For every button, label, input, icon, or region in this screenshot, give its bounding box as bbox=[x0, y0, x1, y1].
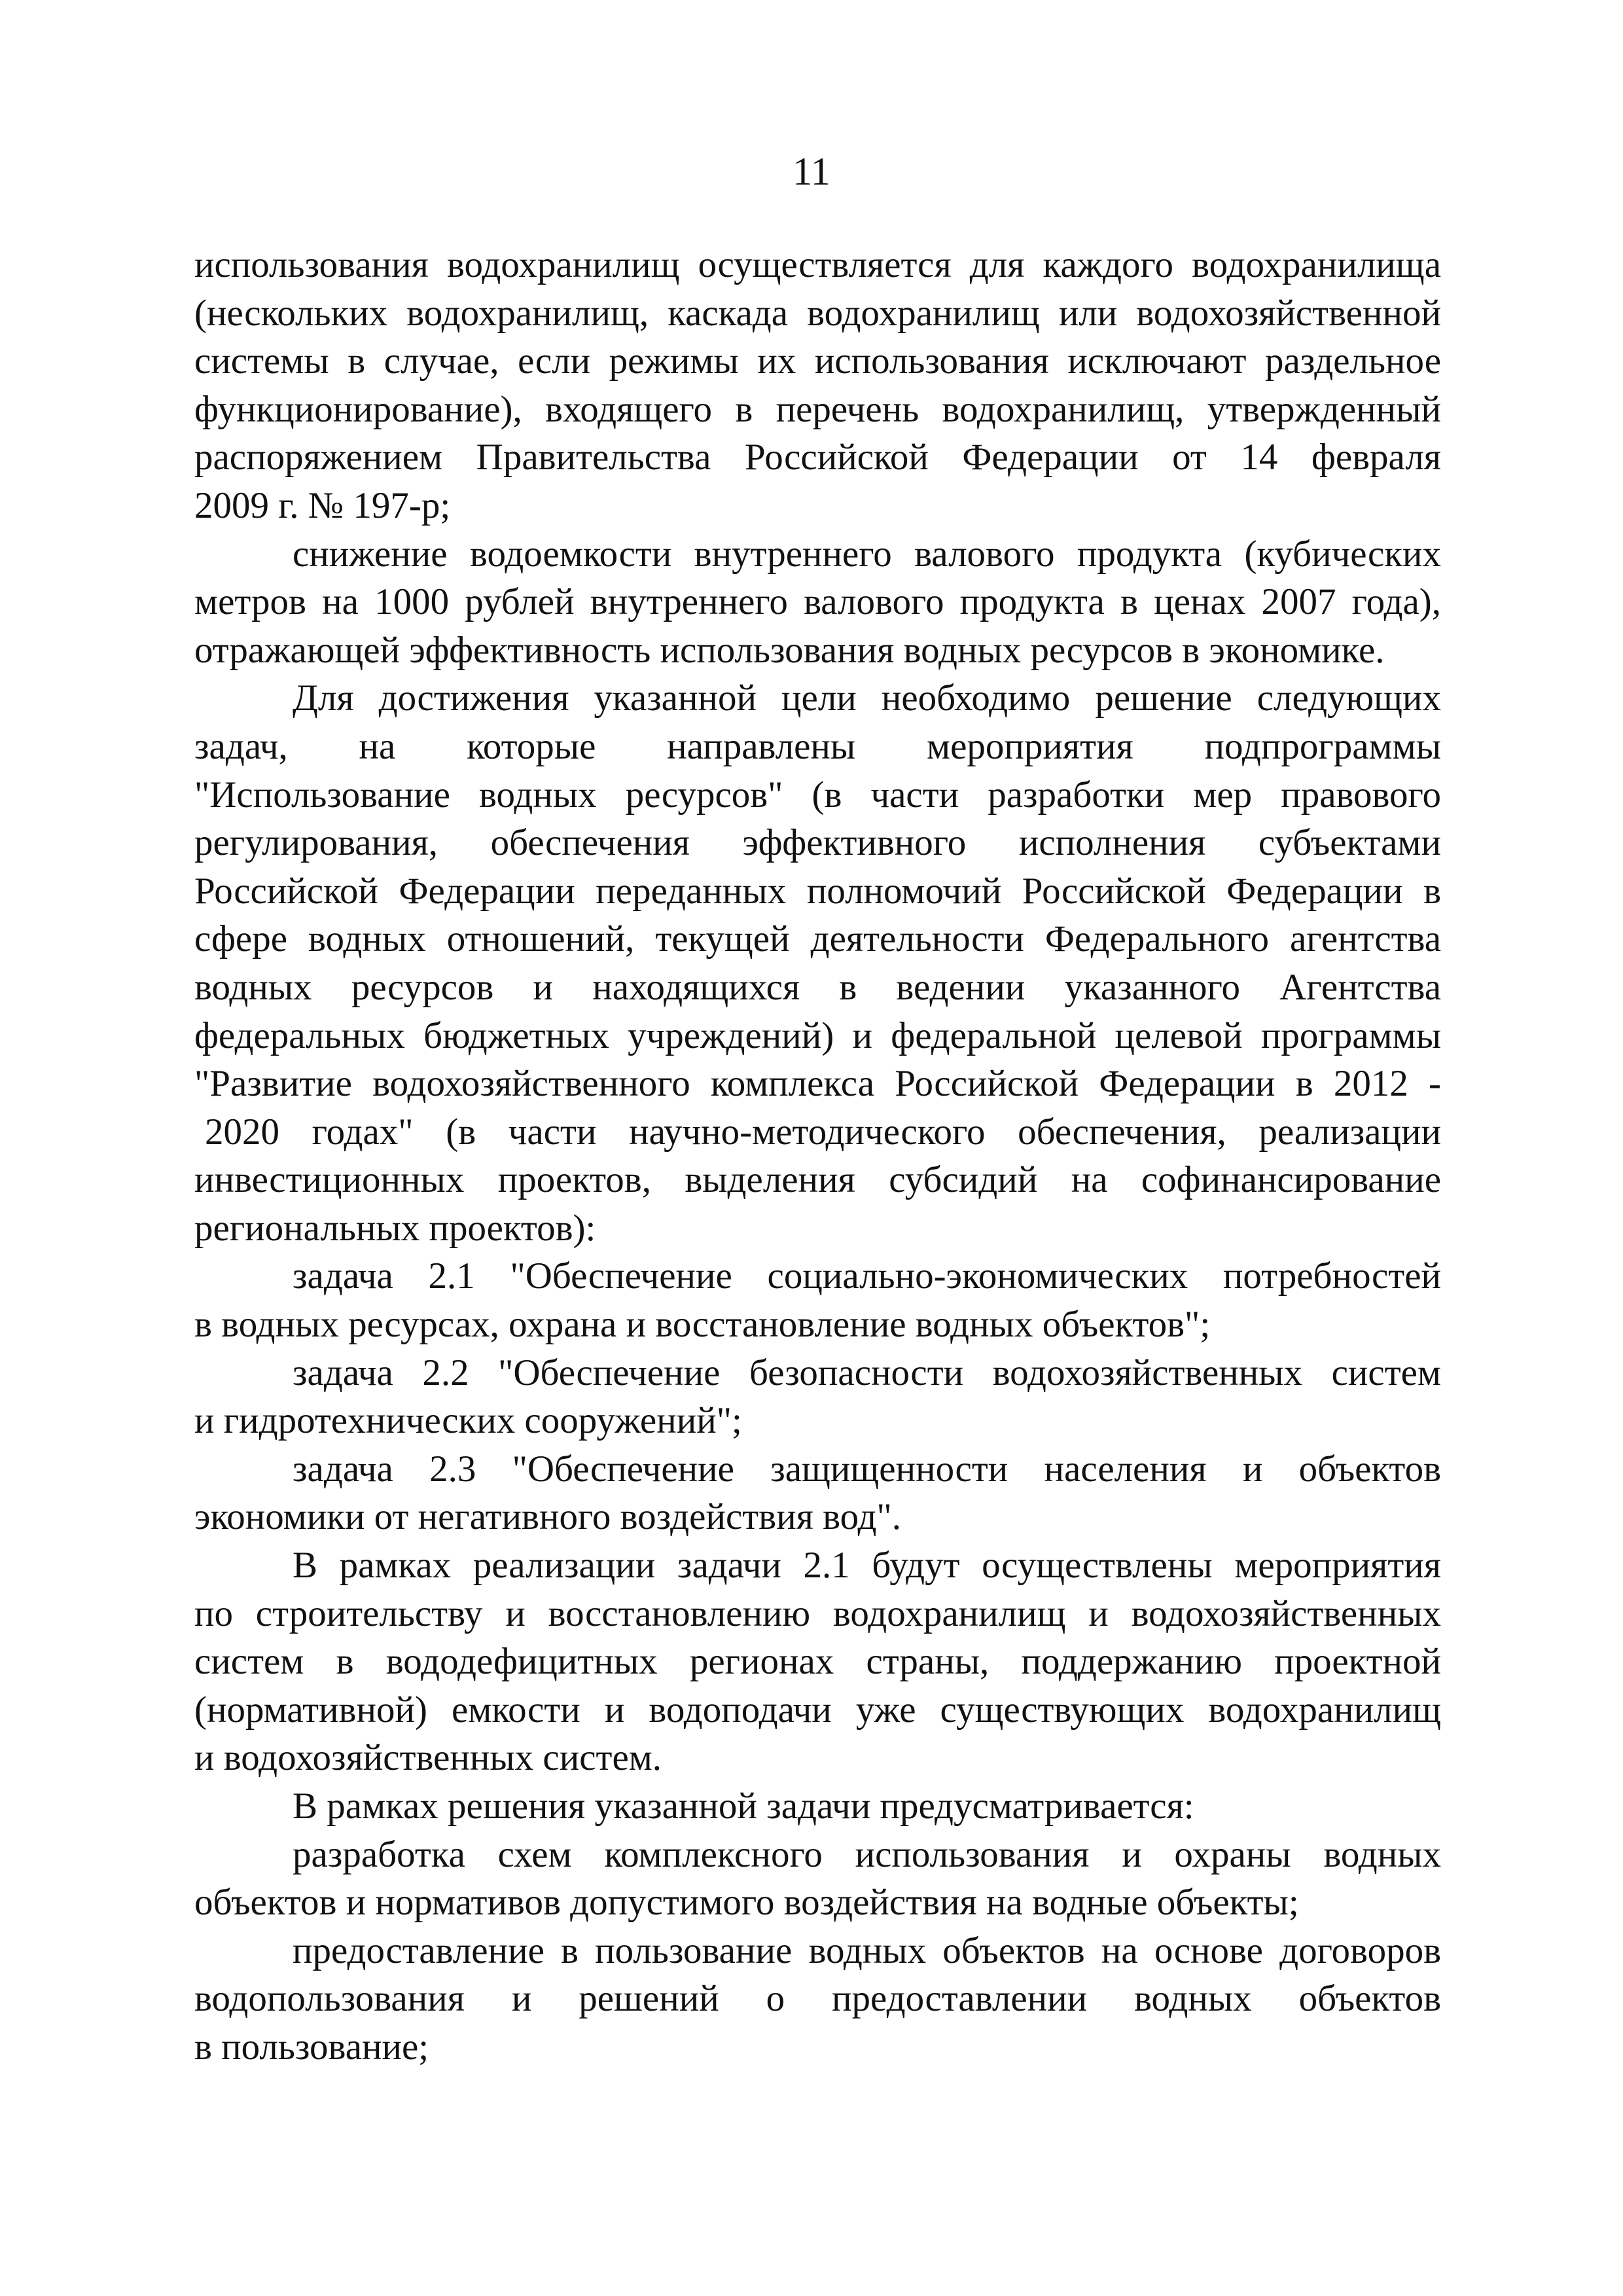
text-line: функционирование), входящего в перечень водохранилищ, утвержденный bbox=[194, 388, 1441, 430]
text-line: "Использование водных ресурсов" (в части разработки мер правового bbox=[194, 774, 1441, 816]
text-line: метров на 1000 рублей внутреннего валового продукта в ценах 2007 года), bbox=[194, 581, 1441, 623]
text-line: экономики от негативного воздействия вод". bbox=[194, 1496, 901, 1538]
text-line: разработка схем комплексного использования и охраны водных bbox=[293, 1833, 1441, 1875]
text-line: регулирования, обеспечения эффективного исполнения субъектами bbox=[194, 822, 1441, 864]
text-line: В рамках реализации задачи 2.1 будут осуществлены мероприятия bbox=[293, 1545, 1441, 1587]
text-line: федеральных бюджетных учреждений) и федеральной целевой программы bbox=[194, 1014, 1441, 1056]
text-line: В рамках решения указанной задачи предусматривается: bbox=[293, 1785, 1194, 1827]
text-line: снижение водоемкости внутреннего валового продукта (кубических bbox=[293, 533, 1441, 575]
text-line: задач, на которые направлены мероприятия подпрограммы bbox=[194, 725, 1441, 767]
text-line: по строительству и восстановлению водохранилищ и водохозяйственных bbox=[194, 1592, 1441, 1634]
text-line: в пользование; bbox=[194, 2026, 429, 2068]
text-line: водных ресурсов и находящихся в ведении указанного Агентства bbox=[194, 966, 1441, 1008]
text-line: распоряжением Правительства Российской Федерации от 14 февраля bbox=[194, 437, 1441, 478]
text-line: (нормативной) емкости и водоподачи уже существующих водохранилищ bbox=[194, 1689, 1441, 1731]
text-line: использования водохранилищ осуществляется для каждого водохранилища bbox=[194, 244, 1441, 285]
text-line: "Развитие водохозяйственного комплекса Российской Федерации в 2012 - bbox=[194, 1063, 1441, 1105]
text-line: системы в случае, если режимы их использования исключают раздельное bbox=[194, 340, 1441, 382]
text-line: Российской Федерации переданных полномочий Российской Федерации в bbox=[194, 870, 1441, 912]
text-line: водопользования и решений о предоставлении водных объектов bbox=[194, 1978, 1441, 2020]
text-line: и водохозяйственных систем. bbox=[194, 1737, 662, 1779]
text-line: задача 2.2 "Обеспечение безопасности водохозяйственных систем bbox=[293, 1352, 1441, 1393]
text-line: задача 2.1 "Обеспечение социально-экономических потребностей bbox=[293, 1255, 1441, 1297]
text-line: в водных ресурсах, охрана и восстановление водных объектов"; bbox=[194, 1304, 1211, 1346]
text-line: и гидротехнических сооружений"; bbox=[194, 1400, 742, 1442]
text-line: (нескольких водохранилищ, каскада водохранилищ или водохозяйственной bbox=[194, 292, 1441, 334]
text-line: Для достижения указанной цели необходимо решение следующих bbox=[293, 677, 1441, 719]
text-line: объектов и нормативов допустимого воздействия на водные объекты; bbox=[194, 1882, 1299, 1924]
text-line: 2020 годах" (в части научно-методического обеспечения, реализации bbox=[205, 1111, 1441, 1153]
document-body bbox=[194, 241, 1441, 2072]
page-number: 11 bbox=[793, 150, 830, 193]
text-line: сфере водных отношений, текущей деятельности Федерального агентства bbox=[194, 918, 1441, 960]
text-line: систем в вододефицитных регионах страны, поддержанию проектной bbox=[194, 1641, 1441, 1683]
text-line: региональных проектов): bbox=[194, 1207, 596, 1249]
text-line: предоставление в пользование водных объектов на основе договоров bbox=[293, 1929, 1441, 1971]
text-line: отражающей эффективность использования водных ресурсов в экономике. bbox=[194, 629, 1385, 671]
text-line: задача 2.3 "Обеспечение защищенности населения и объектов bbox=[293, 1448, 1441, 1490]
text-line: инвестиционных проектов, выделения субсидий на софинансирование bbox=[194, 1159, 1441, 1201]
text-line: 2009 г. № 197-р; bbox=[194, 484, 451, 526]
